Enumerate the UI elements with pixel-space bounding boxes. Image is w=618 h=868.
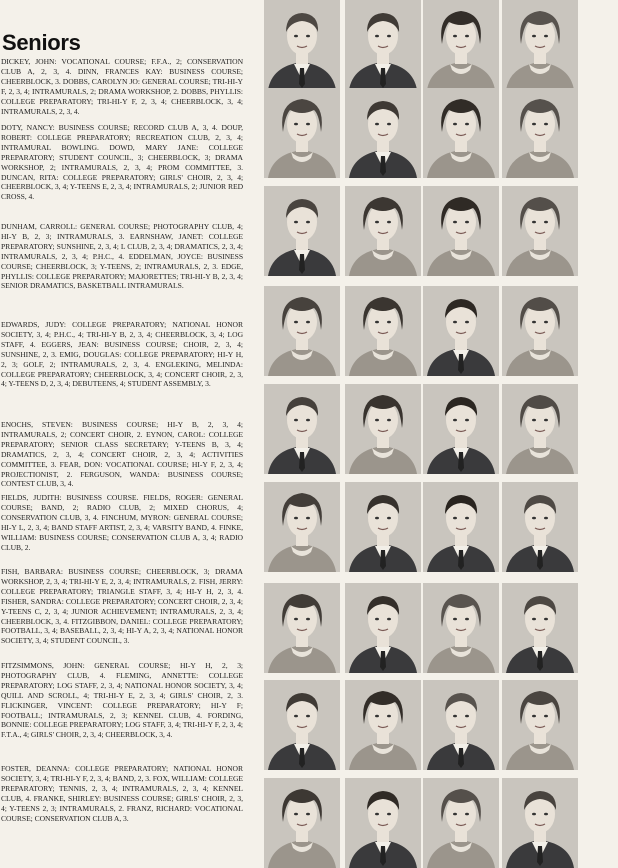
student-portrait xyxy=(423,583,499,673)
student-portrait xyxy=(264,0,340,90)
student-portrait xyxy=(423,384,499,474)
student-portrait xyxy=(264,680,340,770)
student-portrait xyxy=(423,680,499,770)
student-portrait xyxy=(345,482,421,572)
student-portrait xyxy=(345,0,421,90)
student-portrait xyxy=(345,88,421,178)
bio-entry: DUNHAM, CARROLL: GENERAL COURSE; PHOTOGRAPHY CLUB, 4; HI-Y B, 2, 3; INTRAMURALS, 3. EARNSHAW, JANET: COLLEGE PREPARATORY; SUNSHINE, 2, 3, 4; L CLUB, 2, 3, 4; DRAMATICS, 2, 3, 4; INTRAMURALS, 2, 3, 4; P.H.C., 4. EDDELMAN, JOYCE: BUSINESS COURSE; CHEERBLOCK, 3; Y-TEENS, 2; INTRAMURALS, 2, 3. EDGE, PHYLLIS: COLLEGE PREPARATORY; MAJORETTES; TRI-HI-Y B, 2, 3, 4; SENIOR DRAMATICS, BASKETBALL INTRAMURALS. xyxy=(1,222,243,291)
page-title: Seniors xyxy=(2,30,81,55)
bio-entry: FITZSIMMONS, JOHN: GENERAL COURSE; HI-Y H, 2, 3; PHOTOGRAPHY CLUB, 4. FLEMING, ANNETTE: COLLEGE PREPARATORY; LOG STAFF, 2, 3, 4; NATIONAL HONOR SOCIETY, 3, 4; QUILL AND SCROLL, 4; TRI-HI-Y E, 2, 3, 4; GIRLS' CHOIR, 2, 3. FLICKINGER, VINCENT: COLLEGE PREPARATORY; HI-Y F; FOOTBALL; INTRAMURALS, 2, 3; KENNEL CLUB, 4. FORDING, BONNIE: COLLEGE PREPARATORY; LOG STAFF, 3, 4; TRI-HI-Y F, 2, 3, 4; F.T.A., 4; GIRLS' CHOIR, 2, 3, 4; CHEERBLOCK, 3, 4. xyxy=(1,661,243,740)
student-portrait xyxy=(264,286,340,376)
student-portrait xyxy=(502,778,578,868)
student-portrait xyxy=(502,286,578,376)
student-portrait xyxy=(502,186,578,276)
bio-entry: ENOCHS, STEVEN: BUSINESS COURSE; HI-Y B, 2, 3, 4; INTRAMURALS, 2; CONCERT CHOIR, 2. EYNON, CAROL: COLLEGE PREPARATORY; SENIOR CLASS SECRETARY; Y-TEENS B, 3, 4; DRAMATICS, 2, 3, 4; CONCERT CHOIR, 2, 3, 4; ACTIVITIES COMMITTEE, 3. FEAR, DON: VOCATIONAL COURSE; HI-Y F, 2, 3, 4; PROJECTIONIST, 2. FERGUSON, WANDA: BUSINESS COURSE; CONTEST CLUB, 3, 4. xyxy=(1,420,243,489)
student-portrait xyxy=(502,0,578,90)
student-portrait xyxy=(264,186,340,276)
student-portrait xyxy=(423,186,499,276)
bio-entry: FISH, BARBARA: BUSINESS COURSE; CHEERBLOCK, 3; DRAMA WORKSHOP, 2, 3, 4; TRI-HI-Y E, 2, 3, 4; INTRAMURALS, 2. FISH, JERRY: COLLEGE PREPARATORY; TRIANGLE STAFF, 3, 4; HI-Y H, 2, 3, 4. FISHER, SANDRA: COLLEGE PREPARATORY; CONCERT CHOIR, 2, 3, 4; Y-TEENS C, 2, 3, 4; JUNIOR ACHIEVEMENT; INTRAMURALS, 2, 3, 4; CHEERBLOCK, 3, 4. FITZGIBBON, DANIEL: COLLEGE PREPARATORY; FOOTBALL, 3, 4; BASEBALL, 2, 3, 4; HI-Y A, 2, 3, 4; NATIONAL HONOR SOCIETY, 3, 4; STUDENT COUNCIL, 3. xyxy=(1,567,243,646)
student-portrait xyxy=(345,286,421,376)
student-portrait xyxy=(423,778,499,868)
student-portrait xyxy=(502,680,578,770)
student-portrait xyxy=(423,0,499,90)
student-portrait xyxy=(264,778,340,868)
student-portrait xyxy=(502,482,578,572)
bio-entry: EDWARDS, JUDY: COLLEGE PREPARATORY; NATIONAL HONOR SOCIETY, 3, 4; P.H.C., 4; TRI-HI-Y B, 2, 3, 4; CHEERBLOCK, 3, 4; LOG STAFF, 4. EGGERS, JEAN: BUSINESS COURSE; CHOIR, 2, 3, 4; SUNSHINE, 2, 3. EMIG, DOUGLAS: COLLEGE PREPARATORY; HI-Y H, 2, 3; GOLF, 2; INTRAMURALS, 2, 3, 4. ENGLEKING, MELINDA: COLLEGE PREPARATORY; CHEERBLOCK, 3, 4; CONCERT CHOIR, 2, 3, 4; Y-TEENS D, 2, 3, 4; DEBUTEENS, 4; STUDENT ASSEMBLY, 3. xyxy=(1,320,243,389)
student-portrait xyxy=(345,680,421,770)
bio-entry: DOTY, NANCY: BUSINESS COURSE; RECORD CLUB A, 3, 4. DOUP, ROBERT: COLLEGE PREPARATORY; RECREATION CLUB, 2, 3, 4; INTRAMURAL BOWLING. DOWD, MARY JANE: COLLEGE PREPARATORY; STUDENT COUNCIL, 3; CHEERBLOCK, 3; DRAMA WORKSHOP, 2; INTRAMURALS, 2, 3, 4; PROM COMMITTEE, 3. DUNCAN, RITA: COLLEGE PREPARATORY; GIRLS' CHOIR, 2, 3, 4; CHEERBLOCK, 3, 4; Y-TEENS E, 2, 3, 4; INTRAMURALS, 2; JUNIOR RED CROSS, 4. xyxy=(1,123,243,202)
bio-entry: DICKEY, JOHN: VOCATIONAL COURSE; F.F.A., 2; CONSERVATION CLUB A, 2, 3, 4. DINN, FRANCES KAY: BUSINESS COURSE; CHEERBLOCK, 3. DOBBS, CAROLYN JO: GENERAL COURSE; TRI-HI-Y F, 2, 3, 4; INTRAMURALS, 2; DRAMA WORKSHOP, 2. DOBBS, PHYLLIS: COLLEGE PREPARATORY; TRI-HI-Y F, 2, 3, 4; CHEERBLOCK, 3, 4; INTRAMURALS, 2, 3, 4. xyxy=(1,57,243,116)
student-portrait xyxy=(264,482,340,572)
student-portrait xyxy=(345,583,421,673)
student-portrait xyxy=(264,384,340,474)
student-portrait xyxy=(502,384,578,474)
student-portrait xyxy=(423,88,499,178)
student-portrait xyxy=(502,88,578,178)
bio-entry: FIELDS, JUDITH: BUSINESS COURSE. FIELDS, ROGER: GENERAL COURSE; BAND, 2; RADIO CLUB, 2; MIXED CHORUS, 4; CONSERVATION CLUB, 3, 4. FINCHUM, MYRON: GENERAL COURSE; HI-Y L, 2, 3, 4; BAND STAFF ARTIST, 2, 3, 4; VARSITY BAND, 4. FINKE, WILLIAM: BUSINESS COURSE; CONSERVATION CLUB A, 3, 4; RADIO CLUB, 2. xyxy=(1,493,243,552)
student-portrait xyxy=(345,384,421,474)
student-portrait xyxy=(423,482,499,572)
student-portrait xyxy=(423,286,499,376)
student-portrait xyxy=(345,778,421,868)
bio-entry: FOSTER, DEANNA: COLLEGE PREPARATORY; NATIONAL HONOR SOCIETY, 3, 4; TRI-HI-Y F, 2, 3, 4; BAND, 2, 3. FOX, WILLIAM: COLLEGE PREPARATORY; TENNIS, 2, 3, 4; INTRAMURALS, 2, 3, 4; KENNEL CLUB, 4. FRANKE, SHIRLEY: BUSINESS COURSE; GIRLS' CHOIR, 2, 3, 4; Y-TEENS 2, 3; INTRAMURALS, 2. FRANZ, RICHARD: VOCATIONAL COURSE; CONSERVATION CLUB A, 3. xyxy=(1,764,243,823)
bio-column xyxy=(0,0,250,850)
student-portrait xyxy=(502,583,578,673)
portrait-grid xyxy=(264,0,578,850)
student-portrait xyxy=(345,186,421,276)
student-portrait xyxy=(264,583,340,673)
student-portrait xyxy=(264,88,340,178)
